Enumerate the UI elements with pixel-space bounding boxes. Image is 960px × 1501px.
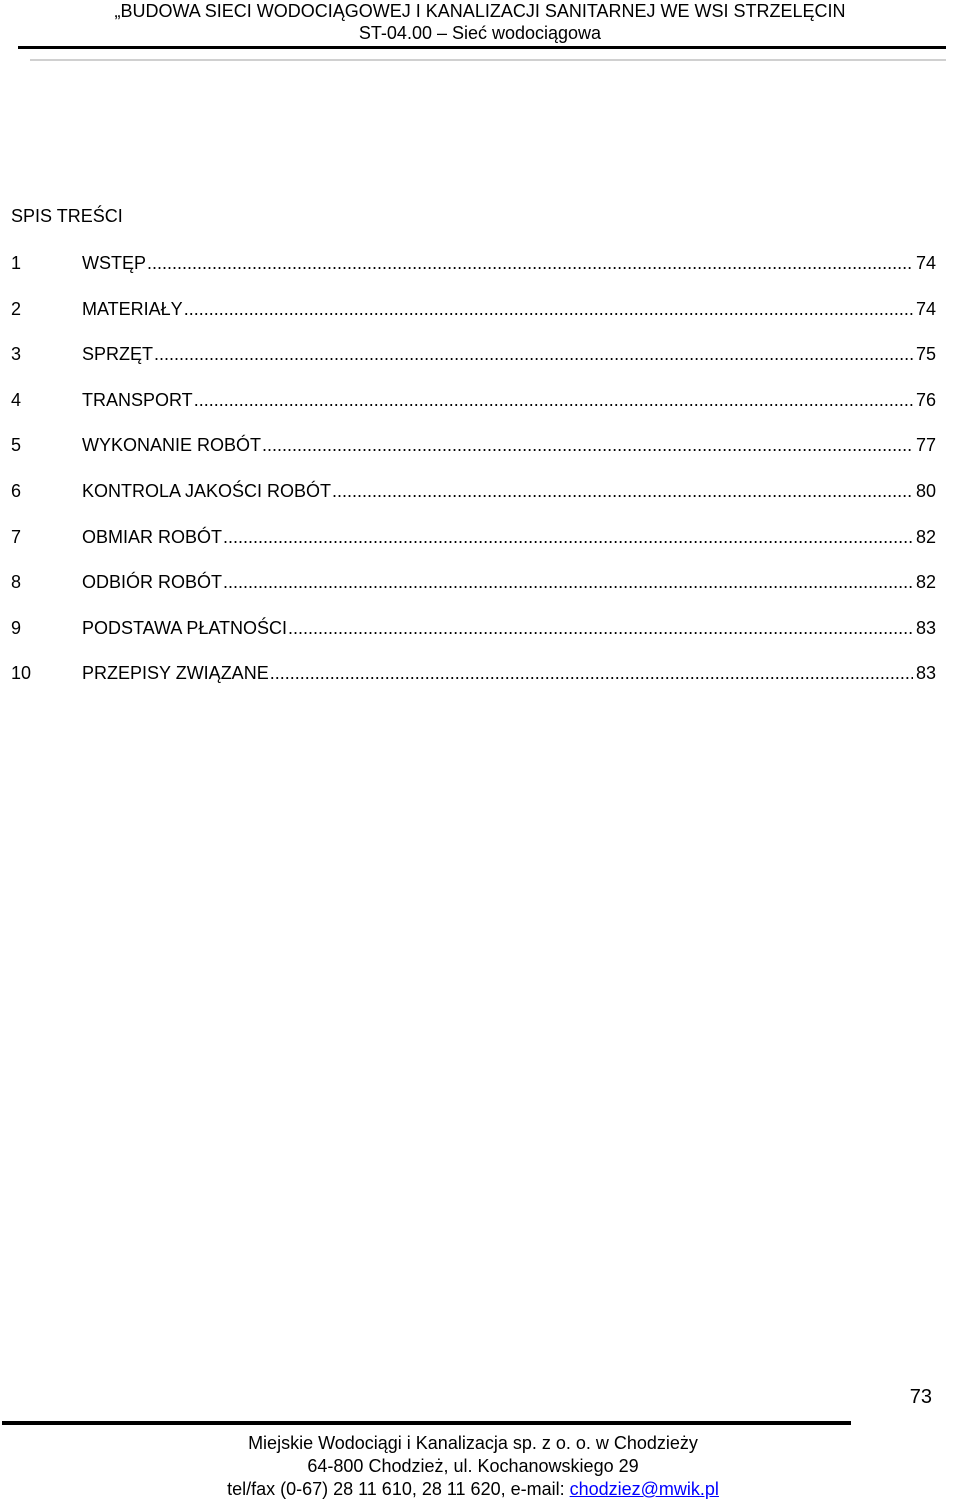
footer-contact-phone: tel/fax (0-67) 28 11 610, 28 11 620, e-mail: [227,1479,570,1499]
header-divider-thin [30,59,946,61]
toc-entry[interactable] [11,662,936,708]
toc-entry-number: 5 [11,435,22,456]
header-title-line2: ST-04.00 – Sieć wodociągowa [358,23,602,43]
footer-email-link[interactable]: chodziez@mwik.pl [569,1479,719,1499]
toc-entry[interactable] [11,480,936,526]
toc-heading: SPIS TREŚCI [11,206,123,226]
toc-leader-dots [288,617,913,639]
toc-entry[interactable] [11,389,936,435]
toc-entry-title: WSTĘP [82,253,147,273]
toc-entry-number: 3 [11,344,22,365]
header-title-line1: „BUDOWA SIECI WODOCIĄGOWEJ I KANALIZACJI SANITARNEJ WE WSI STRZELĘCIN [114,1,846,21]
toc-leader-dots [270,662,913,684]
toc-leader-dots [223,526,913,548]
toc-entry-title: MATERIAŁY [82,298,183,319]
toc-entry-page: 83 [915,617,936,638]
toc-entry-page: 77 [915,435,936,456]
page-number: 73 [909,1386,932,1408]
toc-entry-title: OBMIAR ROBÓT [82,526,223,547]
toc-entry-title: TRANSPORT [82,389,193,410]
footer-contact [0,1478,946,1501]
toc-leader-dots [223,571,913,593]
toc-entry-number: 1 [11,253,22,273]
toc-entry-number: 6 [11,480,22,501]
toc-entry-title: WYKONANIE ROBÓT [82,435,262,456]
toc-entry-page: 82 [915,572,936,593]
toc-entry-title: SPRZĘT [82,344,154,365]
toc-entry-number: 10 [11,663,32,684]
toc-entry-title: PRZEPISY ZWIĄZANE [82,663,269,684]
header-divider [18,46,946,49]
toc-entry-title: KONTROLA JAKOŚCI ROBÓT [82,480,332,501]
toc-entry[interactable] [11,526,936,572]
toc-entry-page: 74 [915,298,936,319]
toc-entry-page: 74 [915,253,936,273]
footer-company: Miejskie Wodociągi i Kanalizacja sp. z o. o. w Chodzieży [248,1433,698,1453]
toc-entry-page: 83 [915,663,936,684]
toc-entry-title: ODBIÓR ROBÓT [82,572,223,593]
toc-leader-dots [147,252,913,274]
table-of-contents [11,252,936,708]
toc-entry[interactable] [11,617,936,663]
toc-entry-page: 76 [915,389,936,410]
toc-leader-dots [154,343,913,365]
toc-entry-title: PODSTAWA PŁATNOŚCI [82,617,288,638]
toc-entry[interactable] [11,343,936,389]
toc-entry[interactable] [11,571,936,617]
footer-address: 64-800 Chodzież, ul. Kochanowskiego 29 [307,1456,639,1476]
toc-entry-number: 4 [11,389,22,410]
toc-entry[interactable] [11,298,936,344]
toc-leader-dots [332,480,913,502]
toc-entry[interactable] [11,434,936,480]
page-footer [0,1432,946,1501]
toc-entry[interactable] [11,252,936,298]
toc-entry-page: 80 [915,480,936,501]
toc-leader-dots [184,298,913,320]
toc-entry-page: 75 [915,344,936,365]
footer-divider [2,1421,851,1425]
toc-entry-number: 2 [11,298,22,319]
toc-entry-number: 7 [11,526,22,547]
toc-entry-number: 8 [11,572,22,593]
toc-entry-number: 9 [11,617,22,638]
toc-leader-dots [194,389,913,411]
toc-leader-dots [262,434,913,456]
toc-entry-page: 82 [915,526,936,547]
